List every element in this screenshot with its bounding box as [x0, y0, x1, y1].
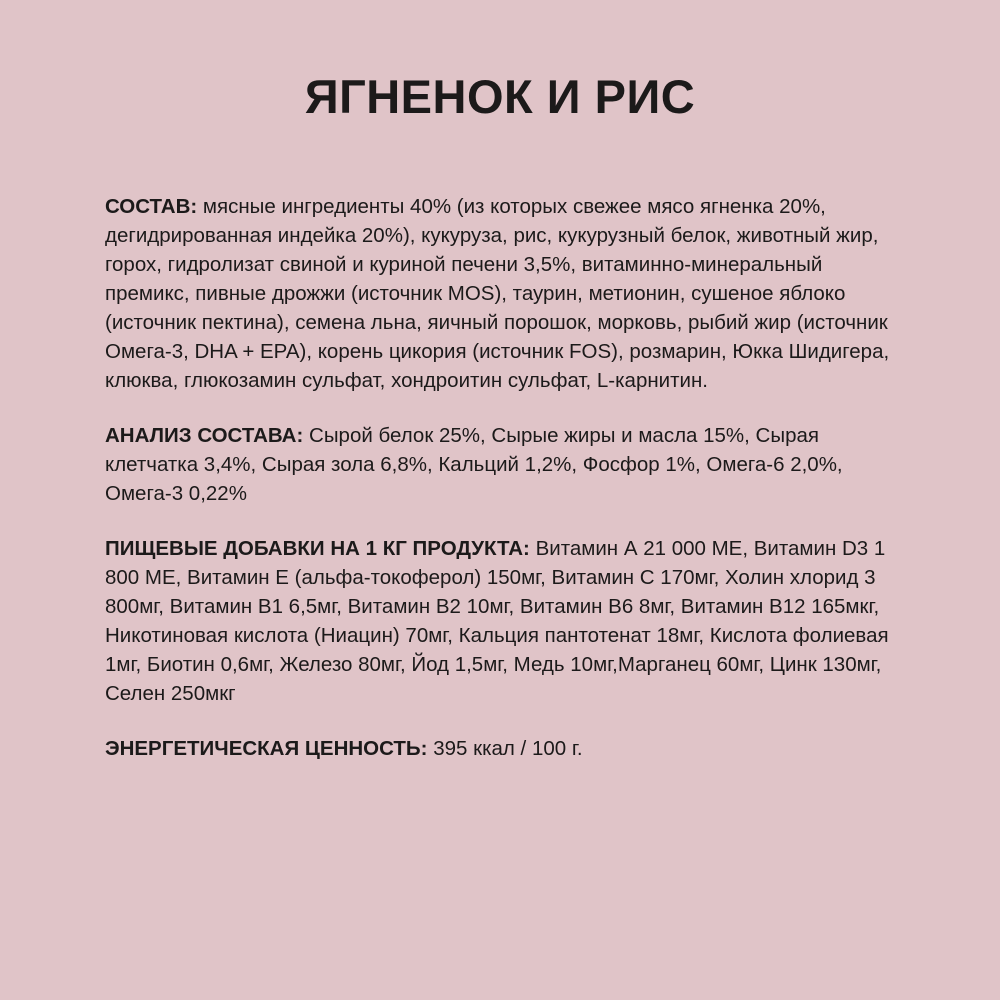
analysis-section: [105, 421, 897, 508]
additives-label: ПИЩЕВЫЕ ДОБАВКИ НА 1 КГ ПРОДУКТА:: [105, 537, 530, 560]
additives-section: [105, 534, 897, 708]
composition-label: СОСТАВ:: [105, 195, 198, 218]
energy-value-text: 395 ккал / 100 г.: [433, 737, 583, 760]
analysis-text: Сырой белок 25%, Сырые жиры и масла 15%, Сырая клетчатка 3,4%, Сырая зола 6,8%, Кальций 1,2%, Фосфор 1%, Омега-6 2,0%, Омега-3 0,22%: [105, 424, 843, 505]
energy-value-label: ЭНЕРГЕТИЧЕСКАЯ ЦЕННОСТЬ:: [105, 737, 428, 760]
composition-text: мясные ингредиенты 40% (из которых свежее мясо ягненка 20%, дегидрированная индейка 20%), кукуруза, рис, кукурузный белок, животный жир, горох, гидролизат свиной и куриной печени 3,5%, витаминно-минеральный премикс, пивные дрожжи (источник MOS), таурин, метионин, сушеное яблоко (источник пектина), семена льна, яичный порошок, морковь, рыбий жир (источник Омега-3, DHA + EPA), корень цикория (источник FOS), розмарин, Юкка Шидигера, клюква, глюкозамин сульфат, хондроитин сульфат, L-карнитин.: [105, 195, 890, 392]
label-text-content: [105, 192, 897, 789]
additives-text: Витамин А 21 000 МЕ, Витамин D3 1 800 МЕ, Витамин Е (альфа-токоферол) 150мг, Витамин С 170мг, Холин хлорид 3 800мг, Витамин В1 6,5мг, Витамин В2 10мг, Витамин В6 8мг, Витамин В12 165мкг, Никотиновая кислота (Ниацин) 70мг, Кальция пантотенат 18мг, Кислота фолиевая 1мг, Биотин 0,6мг, Железо 80мг, Йод 1,5мг, Медь 10мг,Марганец 60мг, Цинк 130мг, Селен 250мкг: [105, 537, 889, 705]
composition-section: [105, 192, 897, 395]
energy-value-section: [105, 734, 897, 763]
product-title: ЯГНЕНОК И РИС: [304, 70, 696, 123]
analysis-label: АНАЛИЗ СОСТАВА:: [105, 424, 304, 447]
